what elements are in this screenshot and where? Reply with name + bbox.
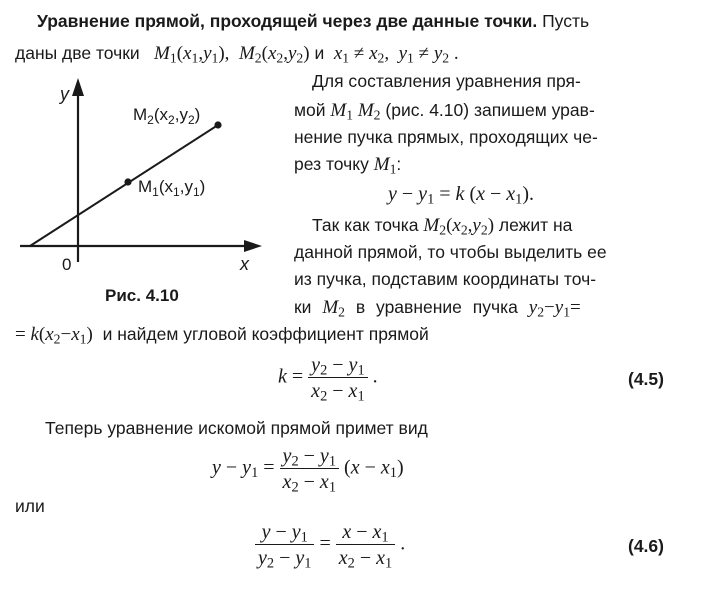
equation-4-6: $\frac{y - y_1}{y_2 - y_1}$ = $\frac{x - x_1}{x_2 - x_1}$ . (255, 522, 405, 568)
point-m1-label: $M_1(x_1,y_1)$ (138, 177, 206, 199)
heading-line-2 (15, 43, 459, 66)
para2-line-2: данной прямой, то чтобы выделить ее (294, 242, 607, 262)
m2-formula: $M_2$ (322, 297, 345, 320)
equation-number-4-6: (4.6) (628, 536, 664, 556)
m1m2-formula: $M_1$ $M_2$ (330, 100, 381, 123)
point-m2-dot (214, 121, 221, 128)
heading-line-1 (37, 13, 589, 31)
para3-line: Теперь уравнение искомой прямой примет вид (45, 418, 428, 438)
heading-rest: Пусть (537, 11, 590, 31)
para1-line-4 (294, 154, 402, 177)
line-equation: $y - y_1$ = $\frac{y_2 - y_1}{x_2 - x_1}$ $(x - x_1)$ (212, 445, 404, 496)
section-title: Уравнение прямой, проходящей через две данные точки. (37, 11, 538, 31)
k-substitution: = $k(x_2-x_1)$ (15, 324, 93, 347)
para1-line-1: Для составления уравнения пря- (312, 71, 581, 91)
para4-ili: или (15, 496, 45, 516)
m2-point-formula: $M_2(x_2,y_2)$ (423, 215, 495, 238)
heading-and: и (314, 43, 325, 63)
figure-4-10 (0, 70, 300, 310)
origin-label: 0 (62, 255, 72, 274)
para1-line-3: нение пучка прямых, проходящих че- (294, 127, 598, 147)
points-definition: $M_1(x_1,y_1)$, $M_2(x_2,y_2)$ (154, 43, 310, 66)
point-m1-dot (124, 178, 131, 185)
figure-caption: Рис. 4.10 (105, 286, 179, 305)
para2-l4a: ки (294, 297, 312, 317)
para2-l4b: в уравнение пучка (355, 297, 518, 317)
heading-line2-text: даны две точки (15, 43, 140, 63)
axis-x-label: x (240, 254, 249, 274)
condition-formula: $x_1 \ne x_2$, $y_1 \ne y_2$ . (333, 43, 459, 66)
para2-line-3: из пучка, подставим координаты точ- (294, 269, 597, 289)
equation-number-4-5: (4.5) (628, 369, 664, 389)
para1-l2a: мой (294, 100, 326, 120)
x-axis-arrow-icon (244, 240, 262, 252)
para1-l4: рез точку (294, 154, 369, 174)
para1-colon: : (396, 154, 402, 174)
para1-line-2 (294, 100, 595, 123)
para1-l2b: (рис. 4.10) запишем урав- (385, 100, 595, 120)
para2-line-1 (312, 215, 573, 238)
y-axis-arrow-icon (72, 78, 84, 96)
para2-line-4 (294, 297, 581, 320)
para2-l1b: лежит на (498, 215, 573, 235)
m1-formula: $M_1$ (373, 154, 397, 177)
point-m2-label: $M_2(x_2,y_2)$ (133, 105, 201, 127)
pencil-equation: $y - y_1 = k$ $(x - x_1)$. (388, 183, 535, 208)
para2-l1a: Так как точка (312, 215, 419, 235)
para2-line-5 (15, 324, 429, 347)
para2-l5b: и найдем угловой коэффициент прямой (102, 324, 429, 344)
axis-y-label: y (60, 84, 69, 104)
y2-minus-y1: $y_2-y_1=$ (528, 297, 581, 320)
equation-4-5: k = $\frac{y_2 - y_1}{x_2 - x_1}$ . (278, 354, 378, 405)
